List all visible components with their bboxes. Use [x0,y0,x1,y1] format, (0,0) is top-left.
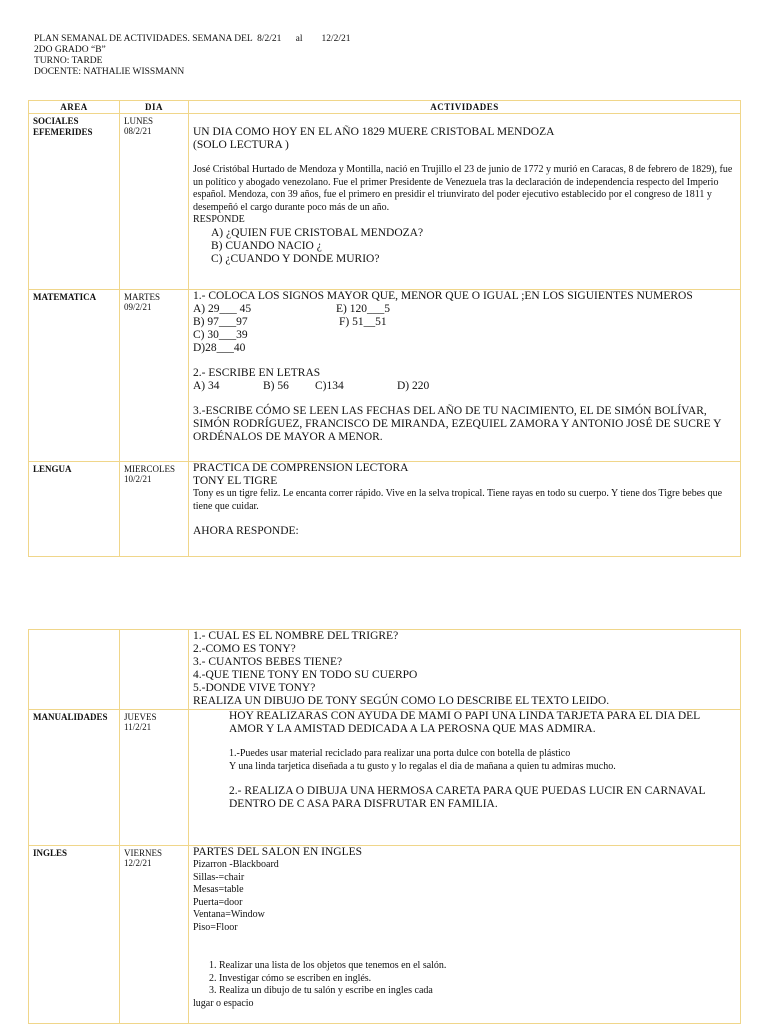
dia-cell [120,462,189,557]
story-paragraph: Tony es un tigre feliz. Le encanta correr rápido. Vive en la selva tropical. Tiene rayas en todo su cuerpo. Y tiene dos Tigre bebes que tiene que cuidar. [193,488,723,512]
vocab-item: Piso=Floor [193,921,238,933]
day-date: 11/2/21 [124,722,152,732]
plan-header [34,34,351,78]
area-cell [29,114,120,290]
table-row-matematica [29,290,741,462]
compare-item: C) 30___39 [193,329,248,341]
number-item: C)134 [315,380,344,392]
compare-item: D)28___40 [193,342,246,354]
vocab-item: Pizarron -Blackboard [193,859,279,870]
area-label-2: EFEMERIDES [33,127,93,137]
compare-item: B) 97___97 [193,316,248,328]
header-teacher: DOCENTE: NATHALIE WISSMANN [34,67,185,77]
dia-cell [120,846,189,1024]
activity-cell [189,846,741,1024]
exercise-3-text: 3.-ESCRIBE CÓMO SE LEEN LAS FECHAS DEL AÑO DE TU NACIMIENTO, EL DE SIMÓN BOLÍVAR, SIMÓN RODRÍGUEZ, FRANCISCO DE MIRANDA, EZEQUIEL ZAMORA Y ANTONIO JOSÉ DE SUCRE Y ORDÉNALOS DE MAYOR A MENOR. [193,405,721,443]
dia-cell [120,630,189,710]
task-item: 3. Realiza un dibujo de tu salón y escribe en ingles cada [209,985,433,996]
question-item: 1.- CUAL ES EL NOMBRE DEL TRIGRE? [193,630,399,642]
header-grade: 2DO GRADO “B” [34,45,106,55]
day-name: LUNES [124,116,153,126]
number-item: A) 34 [193,380,220,392]
day-name: JUEVES [124,712,157,722]
task-item: 2. Investigar cómo se escriben en inglés. [209,972,372,984]
table-header-row [29,101,741,114]
area-cell [29,846,120,1024]
header-shift: TURNO: TARDE [34,56,103,66]
activity-subtitle: (SOLO LECTURA ) [193,139,289,151]
activities-table [28,100,741,557]
activity-title: PARTES DEL SALON EN INGLES [193,846,363,858]
activity-cell [189,630,741,710]
area-cell [29,710,120,846]
area-cell [29,290,120,462]
dia-cell [120,114,189,290]
vocab-item: Puerta=door [193,896,243,908]
craft-step-1: 1.-Puedes usar material reciclado para realizar una porta dulce con botella de plástico [229,748,571,759]
day-name: VIERNES [124,848,162,858]
area-label: SOCIALES [33,116,79,126]
col-area-header: AREA [29,101,120,114]
question-item: A) ¿QUIEN FUE CRISTOBAL MENDOZA? [211,226,424,239]
area-label: MANUALIDADES [33,712,108,722]
task-item-continued: lugar o espacio [193,997,254,1009]
number-item: B) 56 [263,380,289,392]
table-row-lengua-continued [29,630,741,710]
table-row-ingles [29,846,741,1024]
exercise-2-title: 2.- ESCRIBE EN LETRAS [193,367,321,379]
task-item: 1. Realizar una lista de los objetos que tenemos en el salón. [209,960,447,971]
table-row-lengua [29,462,741,557]
activity-title: UN DIA COMO HOY EN EL AÑO 1829 MUERE CRISTOBAL MENDOZA [193,126,555,138]
question-item: 4.-QUE TIENE TONY EN TODO SU CUERPO [193,669,418,681]
activity-cell [189,462,741,557]
activities-table-continued [28,629,741,1024]
area-label: INGLES [33,848,68,858]
area-cell [29,462,120,557]
activity-cell [189,710,741,846]
area-label: MATEMATICA [33,292,97,302]
day-date: 08/2/21 [124,126,152,136]
compare-item: F) 51__51 [339,316,387,328]
craft-step-1b: Y una linda tarjetica diseñada a tu gusto y lo regalas el dia de mañana a quien tu admiras mucho. [229,760,616,772]
responde-label: RESPONDE [193,214,245,225]
ahora-responde-label: AHORA RESPONDE: [193,525,299,537]
table-row-manualidades [29,710,741,846]
header-title: PLAN SEMANAL DE ACTIVIDADES. SEMANA DEL 8/2/21 al 12/2/21 [34,34,351,44]
dia-cell [120,290,189,462]
exercise-1-title: 1.- COLOCA LOS SIGNOS MAYOR QUE, MENOR QUE O IGUAL ;EN LOS SIGUIENTES NUMEROS [193,290,693,302]
question-item: 5.-DONDE VIVE TONY? [193,682,316,694]
story-title: TONY EL TIGRE [193,475,278,487]
activity-cell [189,114,741,290]
day-name: MIERCOLES [124,464,176,474]
activity-cell [189,290,741,462]
vocab-item: Sillas-=chair [193,871,245,883]
number-item: D) 220 [397,380,430,392]
activity-title: PRACTICA DE COMPRENSION LECTORA [193,462,409,474]
table-row-sociales [29,114,741,290]
dia-cell [120,710,189,846]
day-date: 12/2/21 [124,858,152,868]
day-name: MARTES [124,292,160,302]
question-item: B) CUANDO NACIO ¿ [211,239,322,252]
question-item: 3.- CUANTOS BEBES TIENE? [193,656,343,668]
drawing-instruction: REALIZA UN DIBUJO DE TONY SEGÚN COMO LO DESCRIBE EL TEXTO LEIDO. [193,695,610,707]
reading-paragraph: José Cristóbal Hurtado de Mendoza y Montilla, nació en Trujillo el 23 de junio de 1772 y murió en Caracas, 8 de febrero de 1829), fue un político y abogado venezolano. Fue el primer Presidente de Venezuela tras la declaración de independencia respecto del Imperio español. Mendoza, con 39 años, fue el primero en presidir el triunvirato del poder ejecutivo establecido por el congreso de 1811 y desempeñó el cargo durante poco más de un año. [193,164,733,213]
day-date: 09/2/21 [124,302,152,312]
col-actividades-header: ACTIVIDADES [189,101,741,114]
day-date: 10/2/21 [124,474,152,484]
card-instruction: HOY REALIZARAS CON AYUDA DE MAMI O PAPI UNA LINDA TARJETA PARA EL DIA DEL AMOR Y LA AMISTAD DEDICADA A LA PEROSNA QUE MAS ADMIRA. [229,710,700,735]
vocab-item: Mesas=table [193,884,244,895]
vocab-item: Ventana=Window [193,909,265,920]
question-item: 2.-COMO ES TONY? [193,643,296,655]
area-cell [29,630,120,710]
question-item: C) ¿CUANDO Y DONDE MURIO? [211,252,380,265]
craft-step-2: 2.- REALIZA O DIBUJA UNA HERMOSA CARETA PARA QUE PUEDAS LUCIR EN CARNAVAL DENTRO DE C ASA PARA DISFRUTAR EN FAMILIA. [229,785,706,810]
area-label: LENGUA [33,464,72,474]
compare-item: A) 29___ 45 [193,303,252,315]
col-dia-header: DIA [120,101,189,114]
compare-item: E) 120___5 [336,303,390,315]
